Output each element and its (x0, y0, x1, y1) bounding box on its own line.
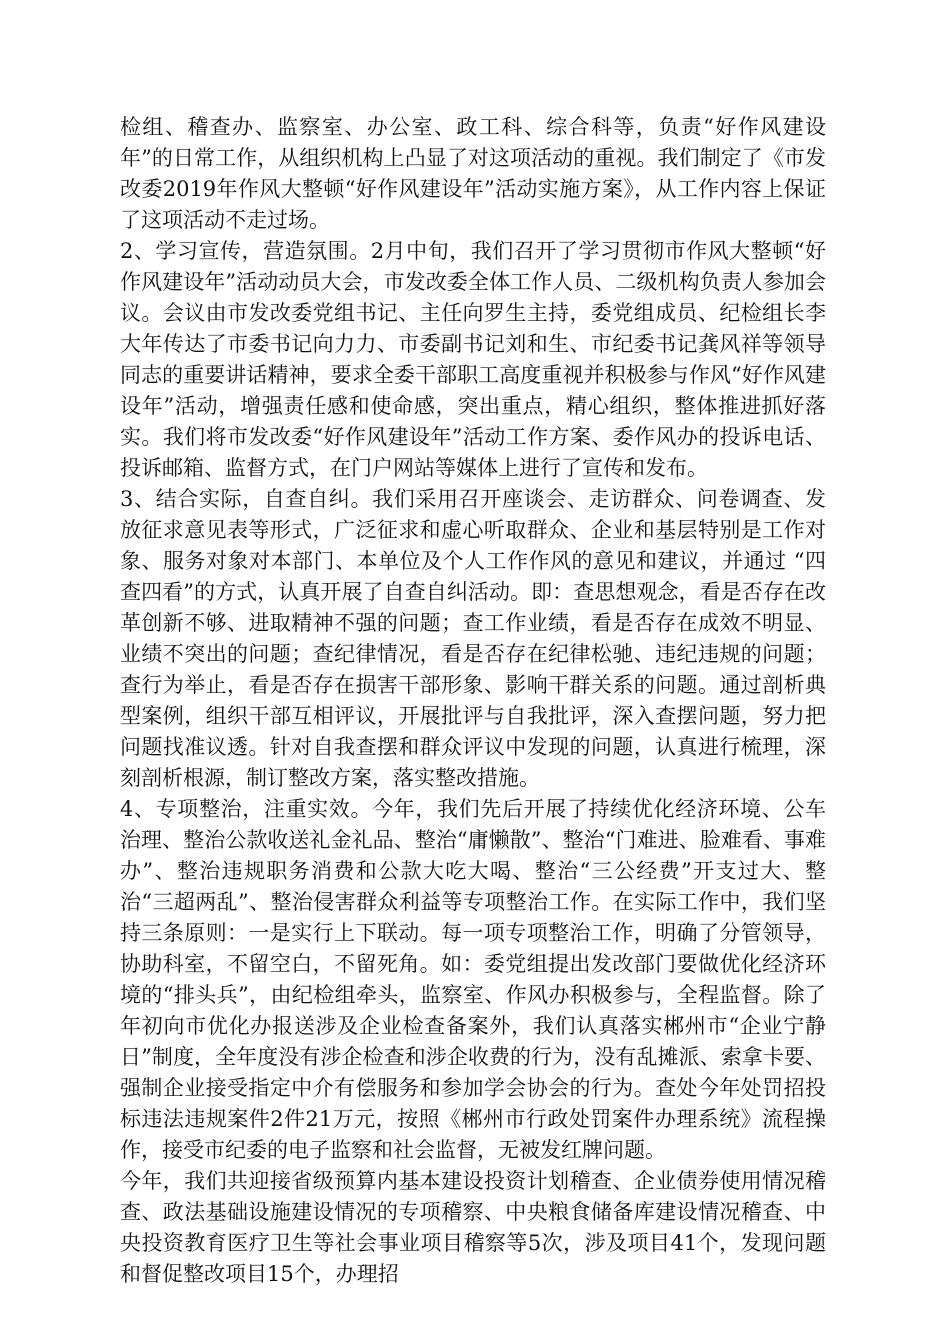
paragraph-study-publicity: 2、学习宣传，营造氛围。2月中旬，我们召开了学习贯彻市作风大整顿“好作风建设年”活动动员大会，市发改委全体工作人员、二级机构负责人参加会议。会议由市发改委党组书记、主任向罗生主持，委党组成员、纪检组长李大年传达了市委书记向力力、市委副书记刘和生、市纪委书记龚风祥等领导同志的重要讲话精神，要求全委干部职工高度重视并积极参与作风“好作风建设年”活动，增强责任感和使命感，突出重点，精心组织，整体推进抓好落实。我们将市发改委“好作风建设年”活动工作方案、委作风办的投诉电话、投诉邮箱、监督方式，在门户网站等媒体上进行了宣传和发布。 (120, 239, 826, 480)
paragraph-self-inspection: 3、结合实际，自查自纠。我们采用召开座谈会、走访群众、问卷调查、发放征求意见表等形式，广泛征求和虚心听取群众、企业和基层特别是工作对象、服务对象对本部门、本单位及个人工作作风的意见和建议，并通过 “四查四看”的方式，认真开展了自查自纠活动。即：查思想观念，看是否存在改革创新不够、进取精神不强的问题；查工作业绩，看是否存在成效不明显、业绩不突出的问题；查纪律情况，看是否存在纪律松驰、违纪违规的问题；查行为举止，看是否存在损害干部形象、影响干群关系的问题。通过剖析典型案例，组织干部互相评议，开展批评与自我批评，深入查摆问题，努力把问题找准议透。针对自我查摆和群众评议中发现的问题，认真进行梳理，深刻剖析根源，制订整改方案，落实整改措施。 (120, 487, 826, 790)
paragraph-organization: 检组、稽查办、监察室、办公室、政工科、综合科等，负责“好作风建设年”的日常工作，从组织机构上凸显了对这项活动的重视。我们制定了《市发改委2019年作风大整顿“好作风建设年”活动实施方案》，从工作内容上保证了这项活动不走过场。 (120, 115, 826, 232)
document-body (120, 112, 826, 1290)
paragraph-inspections-this-year: 今年，我们共迎接省级预算内基本建设投资计划稽查、企业债券使用情况稽查、政法基础设施建设情况的专项稽察、中央粮食储备库建设情况稽查、中央投资教育医疗卫生等社会事业项目稽察等5次，涉及项目41个，发现问题和督促整改项目15个，办理招 (120, 1169, 826, 1286)
paragraph-special-rectification: 4、专项整治，注重实效。今年，我们先后开展了持续优化经济环境、公车治理、整治公款收送礼金礼品、整治“庸懒散”、整治“门难进、脸难看、事难办”、整治违规职务消费和公款大吃大喝、整治“三公经费”开支过大、整治“三超两乱”、整治侵害群众利益等专项整治工作。在实际工作中，我们坚持三条原则：一是实行上下联动。每一项专项整治工作，明确了分管领导，协助科室，不留空白，不留死角。如：委党组提出发改部门要做优化经济环境的“排头兵”，由纪检组牵头，监察室、作风办积极参与，全程监督。除了年初向市优化办报送涉及企业检查备案外，我们认真落实郴州市“企业宁静日”制度，全年度没有涉企检查和涉企收费的行为，没有乱摊派、索拿卡要、强制企业接受指定中介有偿服务和参加学会协会的行为。查处今年处罚招投标违法违规案件2件21万元，按照《郴州市行政处罚案件办理系统》流程操作，接受市纪委的电子监察和社会监督，无被发红牌问题。 (120, 797, 826, 1162)
